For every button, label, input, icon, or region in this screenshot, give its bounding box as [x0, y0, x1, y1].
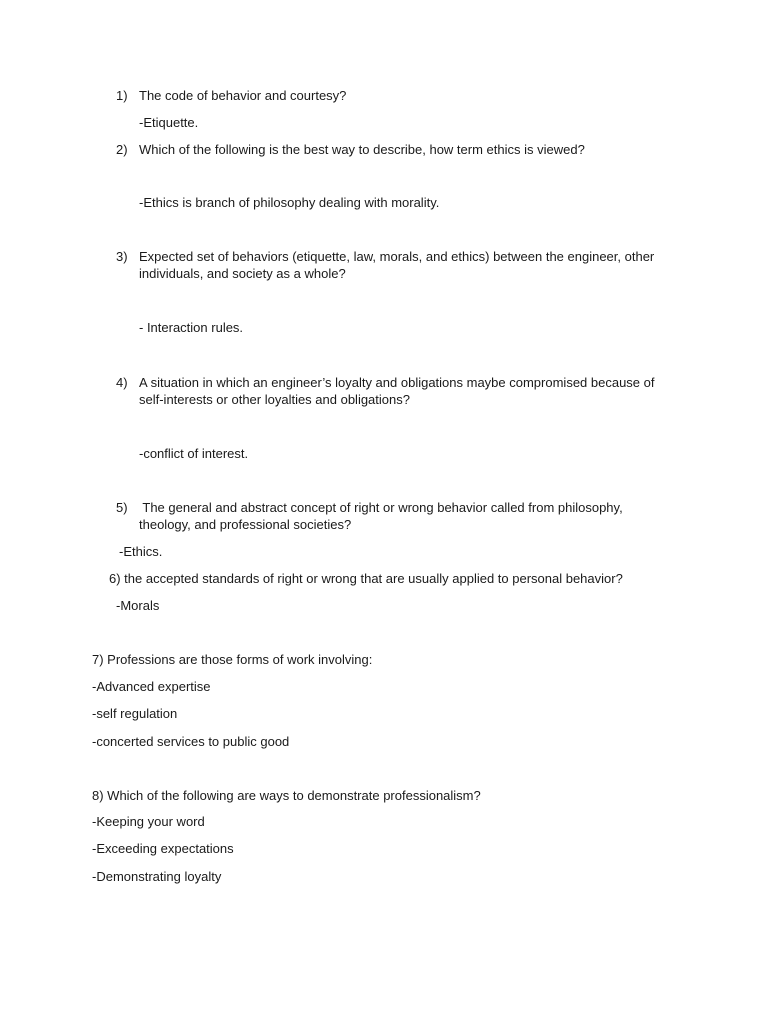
q8-answer-3: -Demonstrating loyalty — [92, 869, 222, 884]
q4-question-line2: self-interests or other loyalties and obligations? — [139, 392, 410, 407]
q4-answer: -conflict of interest. — [139, 446, 249, 461]
q1-number: 1) — [116, 88, 128, 103]
q3-question-line1: Expected set of behaviors (etiquette, law, morals, and ethics) between the engineer, other — [139, 249, 655, 264]
q1-answer: -Etiquette. — [139, 115, 199, 130]
q3-question-line2: individuals, and society as a whole? — [139, 266, 346, 281]
q4-question-line1: A situation in which an engineer’s loyalty and obligations maybe compromised because of — [139, 375, 655, 390]
q1-question: The code of behavior and courtesy? — [139, 88, 347, 103]
q5-question-line1: The general and abstract concept of right or wrong behavior called from philosophy, — [139, 500, 623, 515]
q5-answer: -Ethics. — [119, 544, 163, 559]
q2-number: 2) — [116, 142, 128, 157]
q7-answer-2: -self regulation — [92, 706, 178, 721]
q4-number: 4) — [116, 375, 128, 390]
q3-number: 3) — [116, 249, 128, 264]
q5-question-line2: theology, and professional societies? — [139, 517, 352, 532]
q6-answer: -Morals — [116, 598, 160, 613]
q8-answer-1: -Keeping your word — [92, 814, 205, 829]
q6-question: 6) the accepted standards of right or wrong that are usually applied to personal behavior? — [109, 571, 623, 586]
q5-number: 5) — [116, 500, 128, 515]
q2-question: Which of the following is the best way to describe, how term ethics is viewed? — [139, 142, 585, 157]
q8-answer-2: -Exceeding expectations — [92, 841, 234, 856]
q3-answer: - Interaction rules. — [139, 320, 244, 335]
q7-answer-3: -concerted services to public good — [92, 734, 290, 749]
q2-answer: -Ethics is branch of philosophy dealing with morality. — [139, 195, 440, 210]
q8-question: 8) Which of the following are ways to demonstrate professionalism? — [92, 788, 481, 803]
q7-answer-1: -Advanced expertise — [92, 679, 211, 694]
q7-question: 7) Professions are those forms of work involving: — [92, 652, 373, 667]
